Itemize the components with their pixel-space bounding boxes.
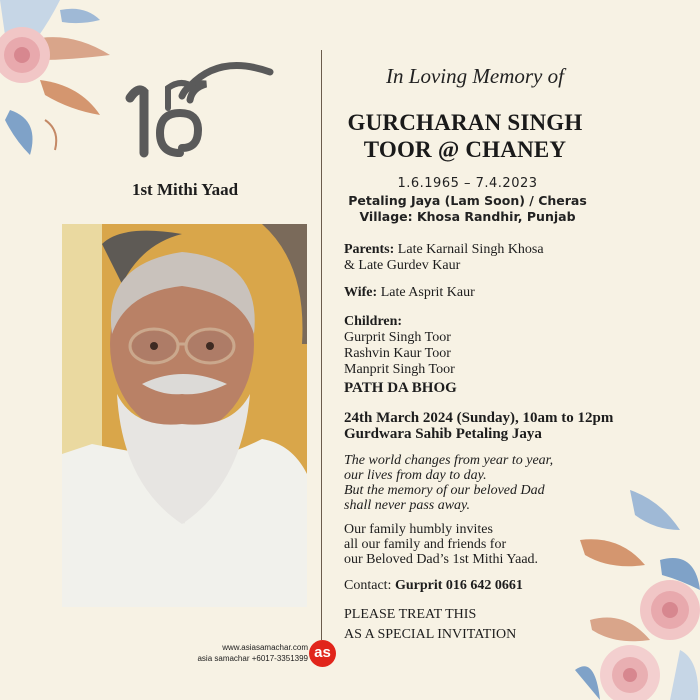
parents-label: Parents: [344, 242, 395, 257]
wife-label: Wife: [344, 285, 378, 300]
ik-onkar-symbol-icon [120, 58, 280, 158]
parents-line1: Late Karnail Singh Khosa [397, 242, 544, 257]
children-label: Children: [344, 314, 403, 329]
quote-line: The world changes from year to year, [344, 453, 554, 468]
invite-line: all our family and friends for [344, 537, 507, 552]
child-name: Manprit Singh Toor [344, 362, 455, 377]
life-dates: 1.6.1965 – 7.4.2023 [397, 176, 538, 191]
asia-samachar-logo-icon: as [309, 640, 336, 667]
quote-line: our lives from day to day. [344, 468, 487, 483]
event-venue: Gurdwara Sahib Petaling Jaya [344, 426, 542, 442]
deceased-name-line2: TOOR @ CHANEY [363, 137, 567, 162]
event-datetime: 24th March 2024 (Sunday), 10am to 12pm [344, 410, 614, 426]
child-name: Rashvin Kaur Toor [344, 346, 451, 361]
quote-line: shall never pass away. [344, 498, 470, 513]
event-title: PATH DA BHOG [344, 380, 457, 396]
parents-block [344, 242, 684, 274]
parents-line2: & Late Gurdev Kaur [344, 258, 461, 273]
village-origin: Village: Khosa Randhir, Punjab [359, 209, 576, 224]
special-invitation-note [344, 605, 684, 645]
child-name: Gurprit Singh Toor [344, 330, 451, 345]
column-divider [321, 50, 322, 640]
contact-block [344, 578, 684, 594]
publisher-credit [190, 642, 308, 664]
event-details [344, 410, 684, 442]
in-loving-memory-heading: In Loving Memory of [386, 64, 564, 88]
invite-line: Our family humbly invites [344, 522, 493, 537]
wife-block [344, 285, 684, 301]
credit-phone: asia samachar +6017-3351399 [197, 654, 308, 663]
special-line2: AS A SPECIAL INVITATION [344, 627, 517, 642]
children-block [344, 314, 684, 378]
memorial-quote [344, 453, 684, 513]
invite-line: our Beloved Dad’s 1st Mithi Yaad. [344, 552, 539, 567]
special-line1: PLEASE TREAT THIS [344, 607, 477, 622]
mithi-yaad-title: 1st Mithi Yaad [131, 180, 239, 199]
portrait-photo [62, 224, 307, 607]
contact-label: Contact: [344, 578, 392, 593]
deceased-name-line1: GURCHARAN SINGH [347, 110, 583, 135]
residence-location: Petaling Jaya (Lam Soon) / Cheras [348, 193, 587, 208]
credit-website: www.asiasamachar.com [222, 643, 308, 652]
contact-value: Gurprit 016 642 0661 [394, 578, 523, 593]
floral-corner-top-left [0, 0, 130, 160]
quote-line: But the memory of our beloved Dad [344, 483, 545, 498]
wife-value: Late Asprit Kaur [380, 285, 475, 300]
invitation-text [344, 522, 684, 567]
